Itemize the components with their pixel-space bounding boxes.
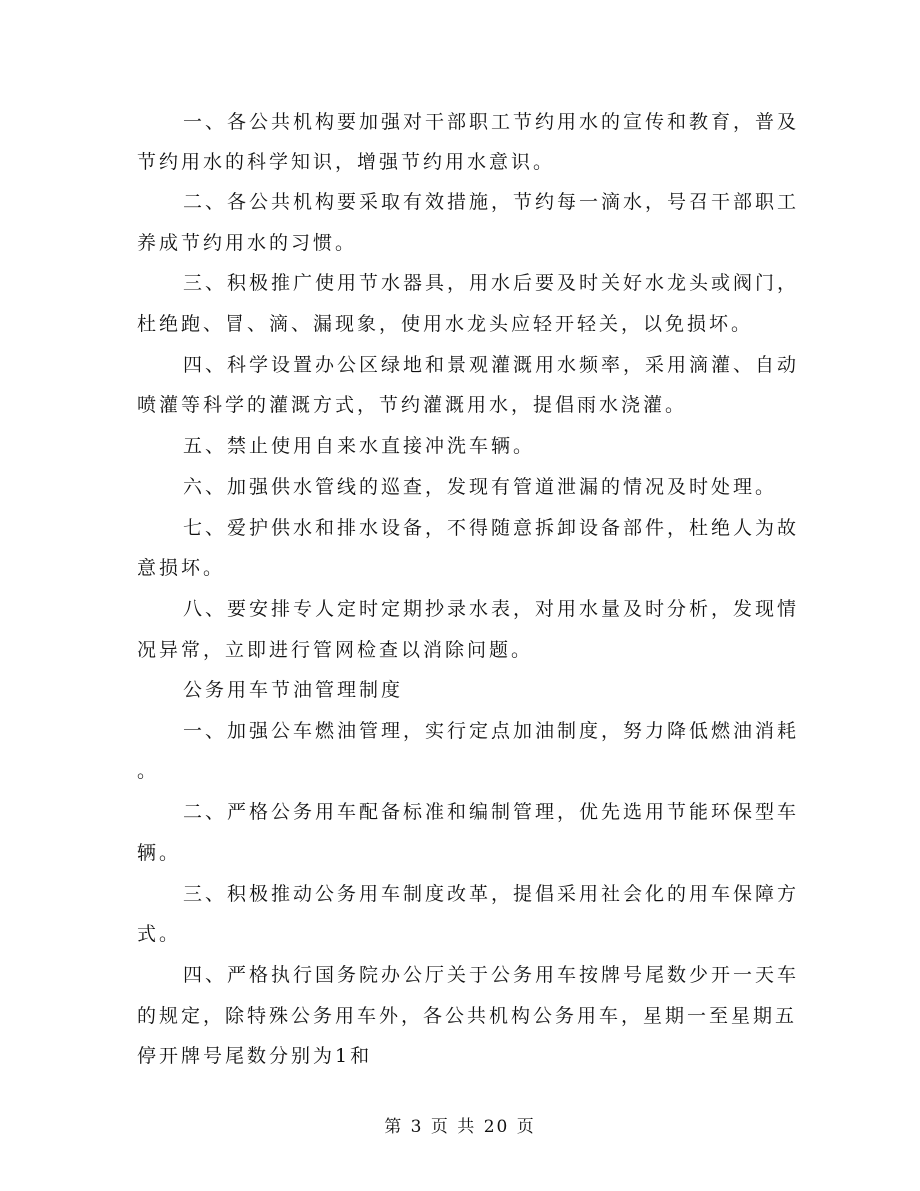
paragraph-2-line-2: 养成节约用水的习惯。 (137, 232, 358, 254)
paragraph-5-line-1: 五、禁止使用自来水直接冲洗车辆。 (183, 435, 536, 457)
paragraph-2-line-1: 二、各公共机构要采取有效措施，节约每一滴水，号召干部职工 (183, 191, 800, 213)
paragraph-6-line-1: 六、加强供水管线的巡查，发现有管道泄漏的情况及时处理。 (183, 476, 778, 498)
page-number-footer: 第 3 页 共 20 页 (384, 1117, 536, 1137)
paragraph-7-line-2: 意损坏。 (137, 557, 226, 579)
vehicle-paragraph-1-line-2: 。 (137, 760, 160, 782)
vehicle-paragraph-2-line-2: 辆。 (137, 842, 182, 864)
paragraph-1-line-2: 节约用水的科学知识，增强节约用水意识。 (137, 151, 556, 173)
vehicle-paragraph-4-line-1: 四、严格执行国务院办公厅关于公务用车按牌号尾数少开一天车 (183, 964, 800, 986)
paragraph-7-line-1: 七、爱护供水和排水设备，不得随意拆卸设备部件，杜绝人为故 (183, 517, 800, 539)
vehicle-paragraph-2-line-1: 二、严格公务用车配备标准和编制管理，优先选用节能环保型车 (183, 801, 800, 823)
paragraph-4-line-2: 喷灌等科学的灌溉方式，节约灌溉用水，提倡雨水浇灌。 (137, 394, 688, 416)
paragraph-1-line-1: 一、各公共机构要加强对干部职工节约用水的宣传和教育，普及 (183, 111, 800, 133)
vehicle-paragraph-4-line-2: 的规定，除特殊公务用车外，各公共机构公务用车，星期一至星期五 (137, 1005, 798, 1027)
vehicle-paragraph-1-line-1: 一、加强公车燃油管理，实行定点加油制度，努力降低燃油消耗 (183, 720, 800, 742)
paragraph-8-line-1: 八、要安排专人定时定期抄录水表，对用水量及时分析，发现情 (183, 598, 800, 620)
vehicle-paragraph-3-line-1: 三、积极推动公务用车制度改革，提倡采用社会化的用车保障方 (183, 883, 800, 905)
paragraph-8-line-2: 况异常，立即进行管网检查以消除问题。 (137, 639, 534, 661)
paragraph-3-line-1: 三、积极推广使用节水器具，用水后要及时关好水龙头或阀门， (183, 272, 800, 294)
paragraph-4-line-1: 四、科学设置办公区绿地和景观灌溉用水频率，采用滴灌、自动 (183, 354, 800, 376)
vehicle-paragraph-4-line-3: 停开牌号尾数分别为1和 (137, 1045, 373, 1067)
paragraph-3-line-2: 杜绝跑、冒、滴、漏现象，使用水龙头应轻开轻关，以免损坏。 (137, 313, 754, 335)
vehicle-paragraph-3-line-2: 式。 (137, 923, 182, 945)
section-heading: 公务用车节油管理制度 (183, 679, 404, 701)
